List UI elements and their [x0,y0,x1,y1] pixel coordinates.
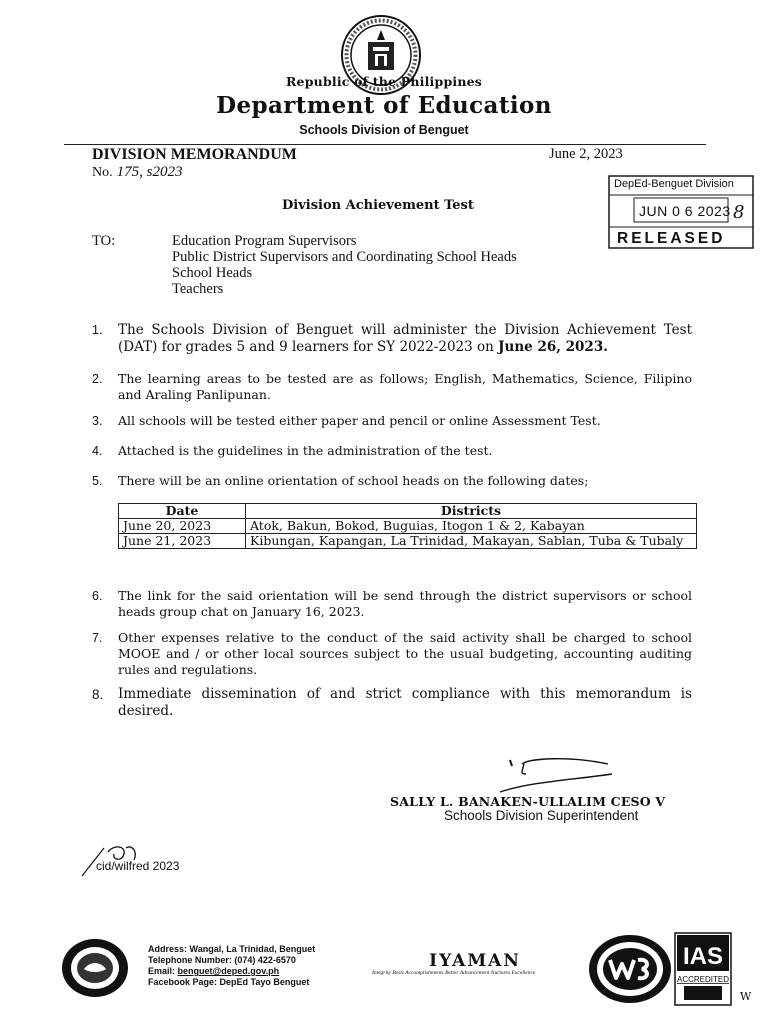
memo-subject: Division Achievement Test [282,198,474,213]
republic-heading: Republic of the Philippines [285,74,483,89]
department-heading: Department of Education [216,92,552,119]
memo-number [92,164,182,181]
paragraph-1 [92,322,692,356]
paragraph-text-end: . [603,339,608,355]
paragraph-7 [92,630,692,678]
paragraph-6 [92,588,692,620]
stamp-status: RELEASED [617,230,726,247]
column-header-date: Date [119,504,246,519]
paragraph-5 [92,473,692,489]
stamp-office: DepEd-Benguet Division [614,178,734,190]
exam-date: June 26, 2023 [498,339,604,355]
paragraph-text: The link for the said orientation will be send through the district supervisors or school heads group chat on January 16, 2023. [118,588,692,619]
memo-date: June 2, 2023 [549,146,623,162]
column-header-districts: Districts [246,504,697,519]
ias-accredited-label: ACCREDITED [676,975,730,984]
recipient-item: School Heads [172,265,253,281]
paragraph-number: 3. [92,414,103,428]
iyaman-tagline: Integrity Bests Accomplishments Better Advancement Nurtures Excellence [372,970,536,976]
paragraph-text: Attached is the guidelines in the administration of the test. [118,443,493,458]
facebook-value: DepEd Tayo Benguet [219,977,310,987]
paragraph-number: 1. [92,323,103,337]
paragraph-3 [92,413,692,429]
paragraph-text: Other expenses relative to the conduct of the said activity shall be charged to school MOOE and / or other local sources subject to the usual budgeting, accounting auditing rules and regulations. [118,630,692,677]
phone-line [148,955,315,966]
address-value: Wangal, La Trinidad, Benguet [189,944,316,954]
paragraph-4 [92,443,692,459]
signatory-title: Schools Division Superintendent [444,808,639,823]
schedule-districts-cell: Kibungan, Kapangan, La Trinidad, Makayan, Sablan, Tuba & Tubaly [246,534,697,549]
paragraph-number: 8. [92,687,104,702]
facebook-label: Facebook Page: [148,977,218,987]
paragraph-text: Immediate dissemination of and strict compliance with this memorandum is desired. [118,686,692,719]
email-link[interactable]: benguet@deped.gov.ph [177,966,280,976]
paragraph-number: 4. [92,444,103,458]
paragraph-number: 6. [92,589,103,603]
email-label: Email: [148,966,176,976]
paragraph-number: 5. [92,474,103,488]
paragraph-text: There will be an online orientation of school heads on the following dates; [118,473,589,488]
to-label: TO: [92,233,116,249]
stamp-date: JUN 0 6 2023 [639,203,731,219]
address-line [148,944,315,955]
recipient-list [172,233,517,297]
phone-label: Telephone Number: [148,955,232,965]
w3-certification-logo-icon [586,932,674,1006]
division-heading: Schools Division of Benguet [299,123,469,137]
paragraph-text [118,322,692,356]
recipient-item: Teachers [172,281,224,297]
schedule-districts-cell: Atok, Bakun, Bokod, Buguias, Itogon 1 & 2, Kabayan [246,519,697,534]
memo-number-prefix: No. [92,165,113,180]
recipient-item: Education Program Supervisors [172,233,357,249]
email-line [148,966,315,977]
phone-value: (074) 422-6570 [234,955,296,965]
contact-info [148,944,315,988]
address-label: Address: [148,944,188,954]
header-divider [64,144,706,145]
reference-initials: cid/wilfred 2023 [96,859,180,873]
paragraph-number: 7. [92,631,103,645]
paragraph-8 [92,686,692,720]
signature-scrawl-icon [500,752,620,796]
division-logo-icon [60,937,130,999]
recipient-item: Public District Supervisors and Coordinating School Heads [172,249,517,265]
orientation-schedule-table [118,503,697,549]
corner-mark: W [740,990,752,1003]
stamp-handwritten-note: 8 [733,202,745,223]
ias-accreditation-logo [674,932,732,1006]
iyaman-logo [406,949,544,969]
paragraph-2 [92,371,692,403]
table-row [119,534,697,549]
table-row [119,519,697,534]
paragraph-text-part: The Schools Division of Benguet will administer the Division Achievement Test (DAT) for grades 5 and 9 learners for SY 2022-2023 on [118,322,692,355]
ias-wordmark: IAS [682,943,724,970]
signatory-name: SALLY L. BANAKEN-ULLALIM CESO V [390,794,666,809]
iyaman-wordmark: IYAMAN [429,951,521,969]
table-header-row [119,504,697,519]
memo-number-value: 175, s2023 [116,164,183,180]
facebook-line [148,977,315,988]
paragraph-text: All schools will be tested either paper and pencil or online Assessment Test. [118,413,601,428]
paragraph-number: 2. [92,372,103,386]
schedule-date-cell: June 20, 2023 [119,519,246,534]
memo-type: DIVISION MEMORANDUM [92,146,297,163]
paragraph-text: The learning areas to be tested are as follows; English, Mathematics, Science, Filipino and Araling Panlipunan. [118,371,692,402]
schedule-date-cell: June 21, 2023 [119,534,246,549]
